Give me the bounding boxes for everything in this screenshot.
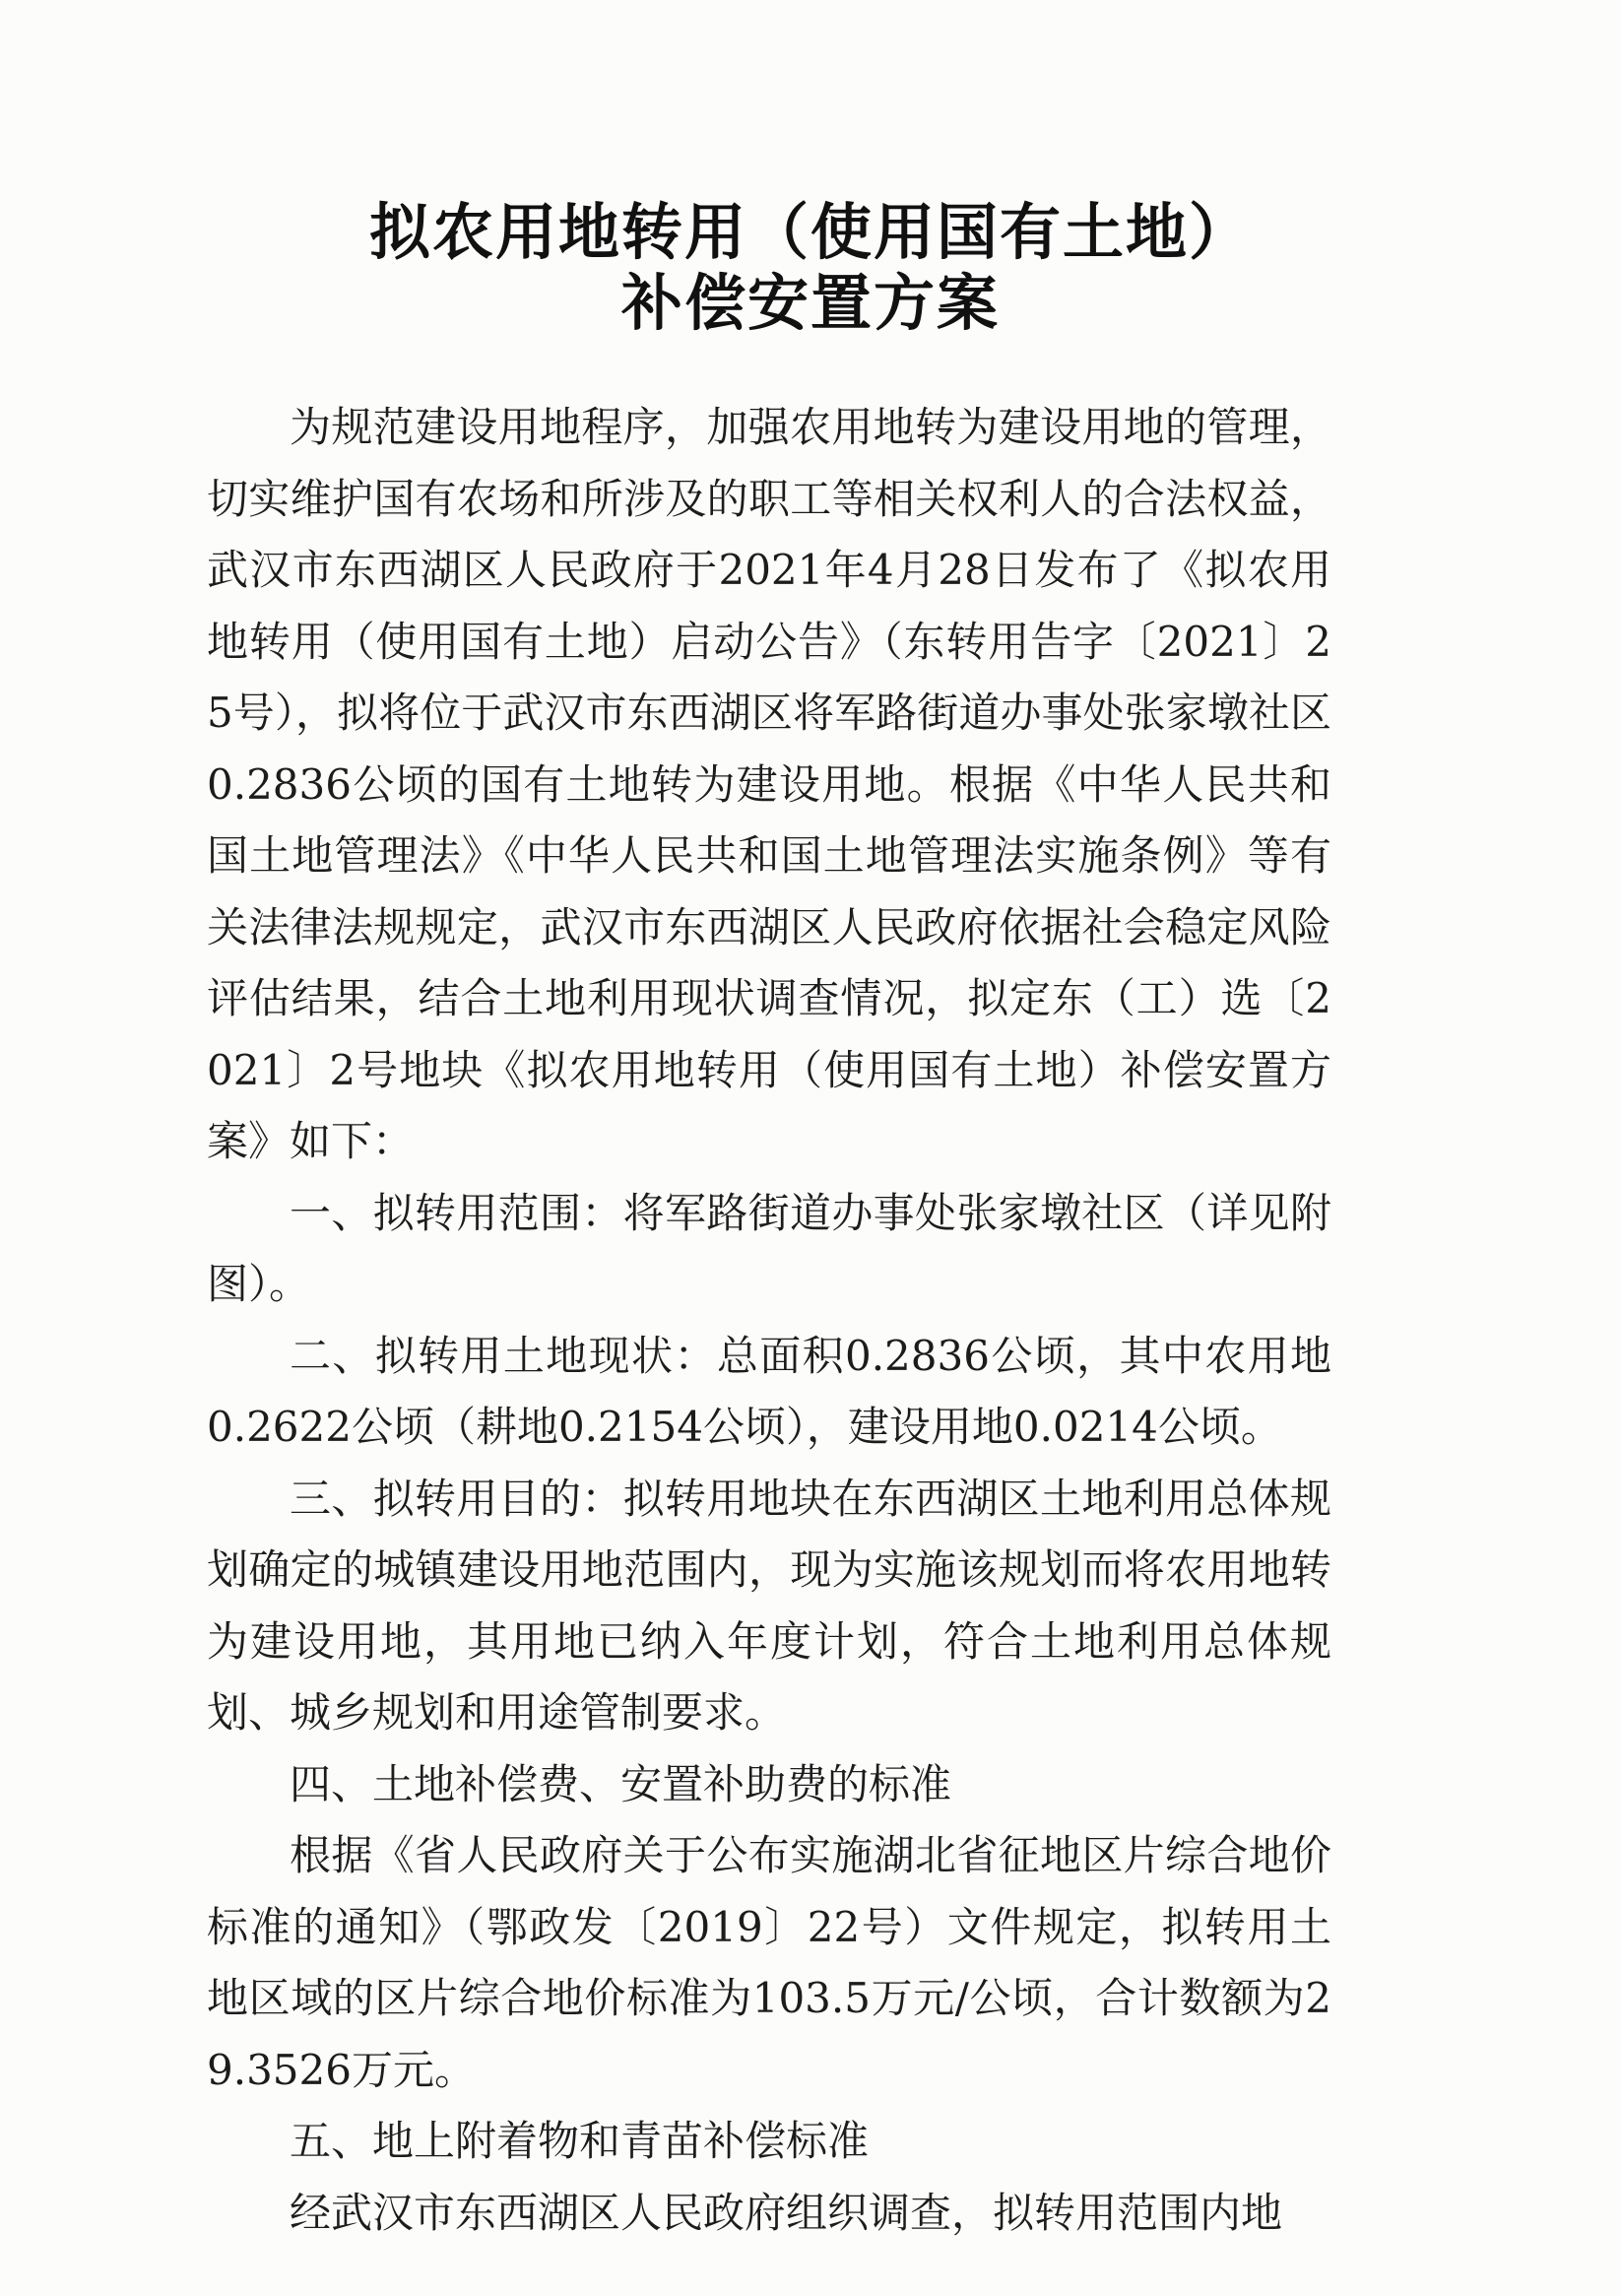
heading-section-5: 五、地上附着物和青苗补偿标准 — [290, 2117, 870, 2165]
paragraph-section-5-body: 经武汉市东西湖区人民政府组织调查，拟转用范围内地 — [290, 2188, 1283, 2237]
document-title-line-1: 拟农用地转用（使用国有土地） — [368, 196, 1252, 268]
document-title-line-2: 补偿安置方案 — [620, 267, 1000, 339]
paragraph-intro: 为规范建设用地程序，加强农用地转为建设用地的管理，切实维护国有农场和所涉及的职工等相关权利人的合法权益，武汉市东西湖区人民政府于2021年4月28日发布了《拟农用地转用（使用国有土地）启动公告》（东转用告字〔2021〕25号），拟将位于武汉市东西湖区将军路街道办事处张家墩社区0.2836公顷的国有土地转为建设用地。根据《中华人民共和国土地管理法》《中华人民共和国土地管理法实施条例》等有关法律法规规定，武汉市东西湖区人民政府依据社会稳定风险评估结果，结合土地利用现状调查情况，拟定东（工）选〔2021〕2号地块《拟农用地转用（使用国有土地）补偿安置方案》如下： — [207, 403, 1331, 1165]
paragraph-section-4-body: 根据《省人民政府关于公布实施湖北省征地区片综合地价标准的通知》（鄂政发〔2019〕22号）文件规定，拟转用土地区域的区片综合地价标准为103.5万元/公顷，合计数额为29.3526万元。 — [207, 1831, 1331, 2094]
heading-section-4: 四、土地补偿费、安置补助费的标准 — [290, 1759, 952, 1808]
document-body — [207, 392, 1331, 2249]
paragraph-section-1: 一、拟转用范围：将军路街道办事处张家墩社区（详见附图）。 — [207, 1188, 1331, 1308]
paragraph-section-3: 三、拟转用目的：拟转用地块在东西湖区土地利用总体规划确定的城镇建设用地范围内，现为实施该规划而将农用地转为建设用地，其用地已纳入年度计划，符合土地利用总体规划、城乡规划和用途管制要求。 — [207, 1474, 1331, 1737]
paragraph-section-2: 二、拟转用土地现状：总面积0.2836公顷，其中农用地0.2622公顷（耕地0.2154公顷），建设用地0.0214公顷。 — [207, 1331, 1331, 1451]
